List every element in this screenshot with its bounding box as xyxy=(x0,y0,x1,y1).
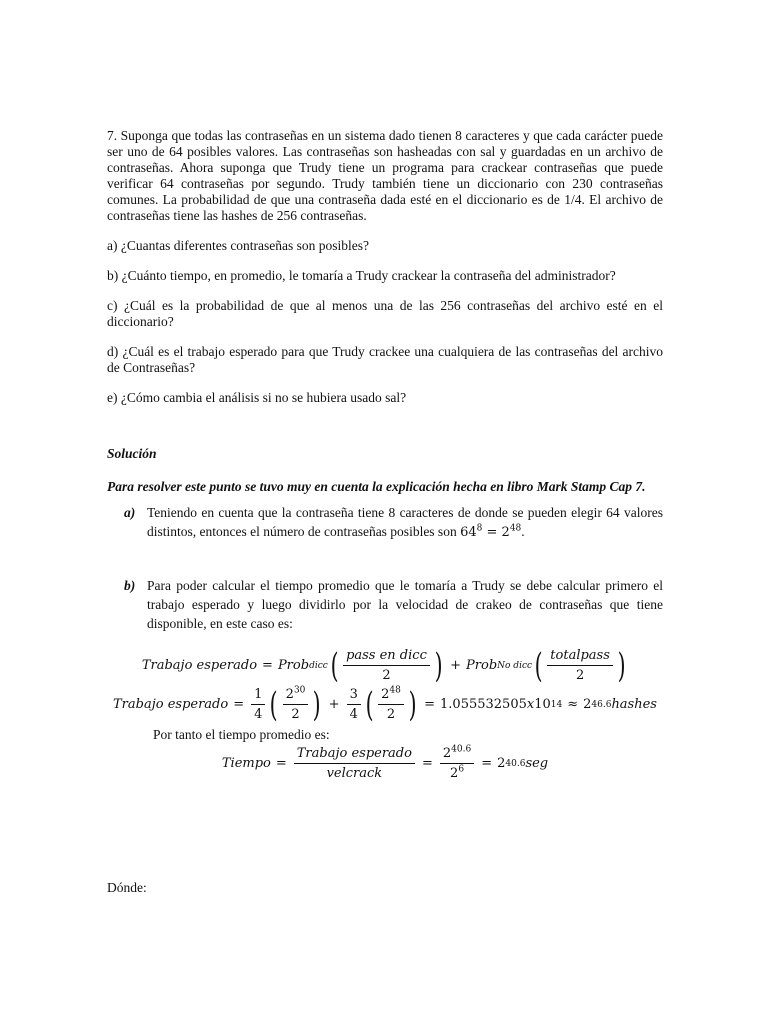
equation-expected-work-values: Trabajo esperado = $\frac{1}{4}$ ( $\frac{2^{30}}{2}$ ) + $\frac{3}{4}$ ( $\frac{2^{48}}{2}$ ) = 1.055532505 x 10 14 ≈ 2 46.6 hashes xyxy=(113,684,657,725)
answer-a-math: $64^8 = 2^{48}$ xyxy=(460,523,522,540)
document-page xyxy=(107,128,663,782)
answer-a xyxy=(107,503,663,542)
solution-note: Para resolver este punto se tuvo muy en cuenta la explicación hecha en libro Mark Stamp Cap 7. xyxy=(107,479,646,494)
answer-a-label: a) xyxy=(124,505,136,520)
answer-b xyxy=(107,576,663,633)
answer-a-text: Teniendo en cuenta que la contraseña tiene 8 caracteres de donde se pueden elegir 64 valores distintos, entonces el número de contraseñas posibles son $64^8 = 2^{48}$. xyxy=(147,505,663,540)
problem-statement: 7. Suponga que todas las contraseñas en un sistema dado tienen 8 caracteres y que cada carácter puede ser uno de 64 posibles valores. Las contraseñas son hasheadas con sal y guardadas en un archivo de contraseñas. Ahora suponga que Trudy tiene un programa para crackear contraseñas que puede verificar 64 contraseñas por segundo. Trudy también tiene un diccionario con 230 contraseñas comunes. La probabilidad de que una contraseña dada esté en el diccionario es de 1/4. El archivo de contraseñas tiene las hashes de 256 contraseñas. xyxy=(107,128,663,223)
equation-expected-work-general: Trabajo esperado = Prob dicc ( $\frac{\text{pass en dicc}}{2}$ ) + Prob No dicc ( $\frac{\text{totalpass}}{2}$ ) xyxy=(141,645,626,686)
where-label: Dónde: xyxy=(107,880,147,895)
question-e: e) ¿Cómo cambia el análisis si no se hubiera usado sal? xyxy=(107,390,407,405)
solution-heading: Solución xyxy=(107,446,157,461)
equation-average-time: Tiempo = $\frac{\text{Trabajo esperado}}{\text{velcrack}}$ = $\frac{2^{40.6}}{2^6}$ = 2 40.6 seg xyxy=(221,744,549,781)
question-d: d) ¿Cuál es el trabajo esperado para que Trudy crackee una cualquiera de las contraseñas del archivo de Contraseñas? xyxy=(107,344,663,375)
therefore-text: Por tanto el tiempo promedio es: xyxy=(153,727,330,742)
answer-b-label: b) xyxy=(124,578,136,593)
answer-b-text: Para poder calcular el tiempo promedio que le tomaría a Trudy se debe calcular primero el trabajo esperado y luego dividirlo por la velocidad de crakeo de contraseñas que tiene disponible, en este caso es: xyxy=(147,578,663,631)
question-a: a) ¿Cuantas diferentes contraseñas son posibles? xyxy=(107,238,370,253)
question-b: b) ¿Cuánto tiempo, en promedio, le tomaría a Trudy crackear la contraseña del administrador? xyxy=(107,268,616,283)
question-c: c) ¿Cuál es la probabilidad de que al menos una de las 256 contraseñas del archivo esté en el diccionario? xyxy=(107,298,663,329)
